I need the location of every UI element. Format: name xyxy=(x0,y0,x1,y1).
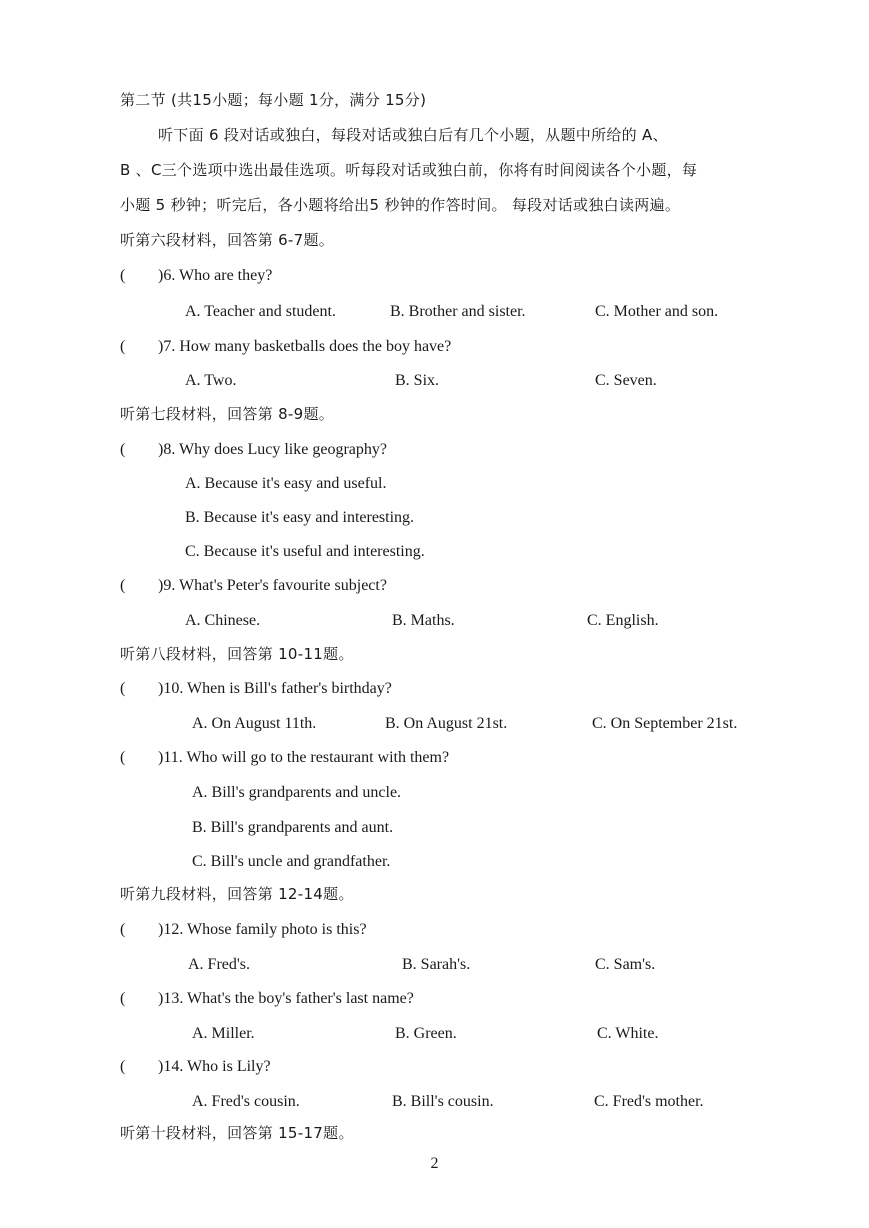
question-stem: ( )11. Who will go to the restaurant with them? xyxy=(120,749,450,766)
option-a: A. Two. xyxy=(185,372,237,389)
question-stem: ( )8. Why does Lucy like geography? xyxy=(120,441,387,458)
option-b: B. Bill's cousin. xyxy=(392,1093,494,1110)
option-c: C. White. xyxy=(597,1025,659,1042)
answer-blank: ( xyxy=(120,577,126,594)
question-stem: ( )10. When is Bill's father's birthday? xyxy=(120,680,392,697)
option-c: C. On September 21st. xyxy=(592,715,738,732)
option-a: A. Bill's grandparents and uncle. xyxy=(192,784,402,801)
option-b: B. Bill's grandparents and aunt. xyxy=(192,819,394,836)
material-label: 听第六段材料，回答第 6-7题。 xyxy=(120,231,335,249)
question-stem: ( )9. What's Peter's favourite subject? xyxy=(120,577,387,594)
answer-blank: ( xyxy=(120,441,126,458)
material-label: 听第七段材料，回答第 8-9题。 xyxy=(120,405,335,423)
option-b: B. Sarah's. xyxy=(402,956,471,973)
instruction-line: 小题 5 秒钟；听完后，各小题将给出5 秒钟的作答时间。 每段对话或独白读两遍。 xyxy=(120,196,681,214)
option-c: C. Mother and son. xyxy=(595,303,719,320)
material-label: 听第八段材料，回答第 10-11题。 xyxy=(120,645,354,663)
option-a: A. Miller. xyxy=(192,1025,255,1042)
answer-blank: ( xyxy=(120,267,126,284)
option-a: A. Teacher and student. xyxy=(185,303,336,320)
answer-blank: ( xyxy=(120,338,126,355)
option-c: C. Because it's useful and interesting. xyxy=(185,543,425,560)
option-b: B. Brother and sister. xyxy=(390,303,526,320)
option-c: C. Sam's. xyxy=(595,956,656,973)
option-b: B. On August 21st. xyxy=(385,715,508,732)
instruction-line: B 、C三个选项中选出最佳选项。听每段对话或独白前，你将有时间阅读各个小题，每 xyxy=(120,161,698,179)
question-stem: ( )7. How many basketballs does the boy have? xyxy=(120,338,452,355)
answer-blank: ( xyxy=(120,749,126,766)
option-a: A. Chinese. xyxy=(185,612,261,629)
option-a: A. On August 11th. xyxy=(192,715,317,732)
answer-blank: ( xyxy=(120,921,126,938)
material-label: 听第十段材料，回答第 15-17题。 xyxy=(120,1124,354,1142)
answer-blank: ( xyxy=(120,1058,126,1075)
option-a: A. Fred's. xyxy=(188,956,250,973)
option-c: C. Bill's uncle and grandfather. xyxy=(192,853,391,870)
option-b: B. Because it's easy and interesting. xyxy=(185,509,415,526)
question-stem: ( )14. Who is Lily? xyxy=(120,1058,271,1075)
question-stem: ( )13. What's the boy's father's last name? xyxy=(120,990,414,1007)
option-a: A. Because it's easy and useful. xyxy=(185,475,387,492)
page-number: 2 xyxy=(430,1155,439,1172)
material-label: 听第九段材料，回答第 12-14题。 xyxy=(120,885,354,903)
answer-blank: ( xyxy=(120,990,126,1007)
option-c: C. Fred's mother. xyxy=(594,1093,704,1110)
option-b: B. Six. xyxy=(395,372,440,389)
option-b: B. Green. xyxy=(395,1025,457,1042)
section-heading: 第二节 (共15小题；每小题 1分，满分 15分) xyxy=(120,91,427,109)
option-c: C. English. xyxy=(587,612,659,629)
answer-blank: ( xyxy=(120,680,126,697)
question-stem: ( )6. Who are they? xyxy=(120,267,273,284)
option-c: C. Seven. xyxy=(595,372,657,389)
option-b: B. Maths. xyxy=(392,612,455,629)
option-a: A. Fred's cousin. xyxy=(192,1093,300,1110)
instruction-line: 听下面 6 段对话或独白，每段对话或独白后有几个小题，从题中所给的 A、 xyxy=(158,126,668,144)
question-stem: ( )12. Whose family photo is this? xyxy=(120,921,367,938)
